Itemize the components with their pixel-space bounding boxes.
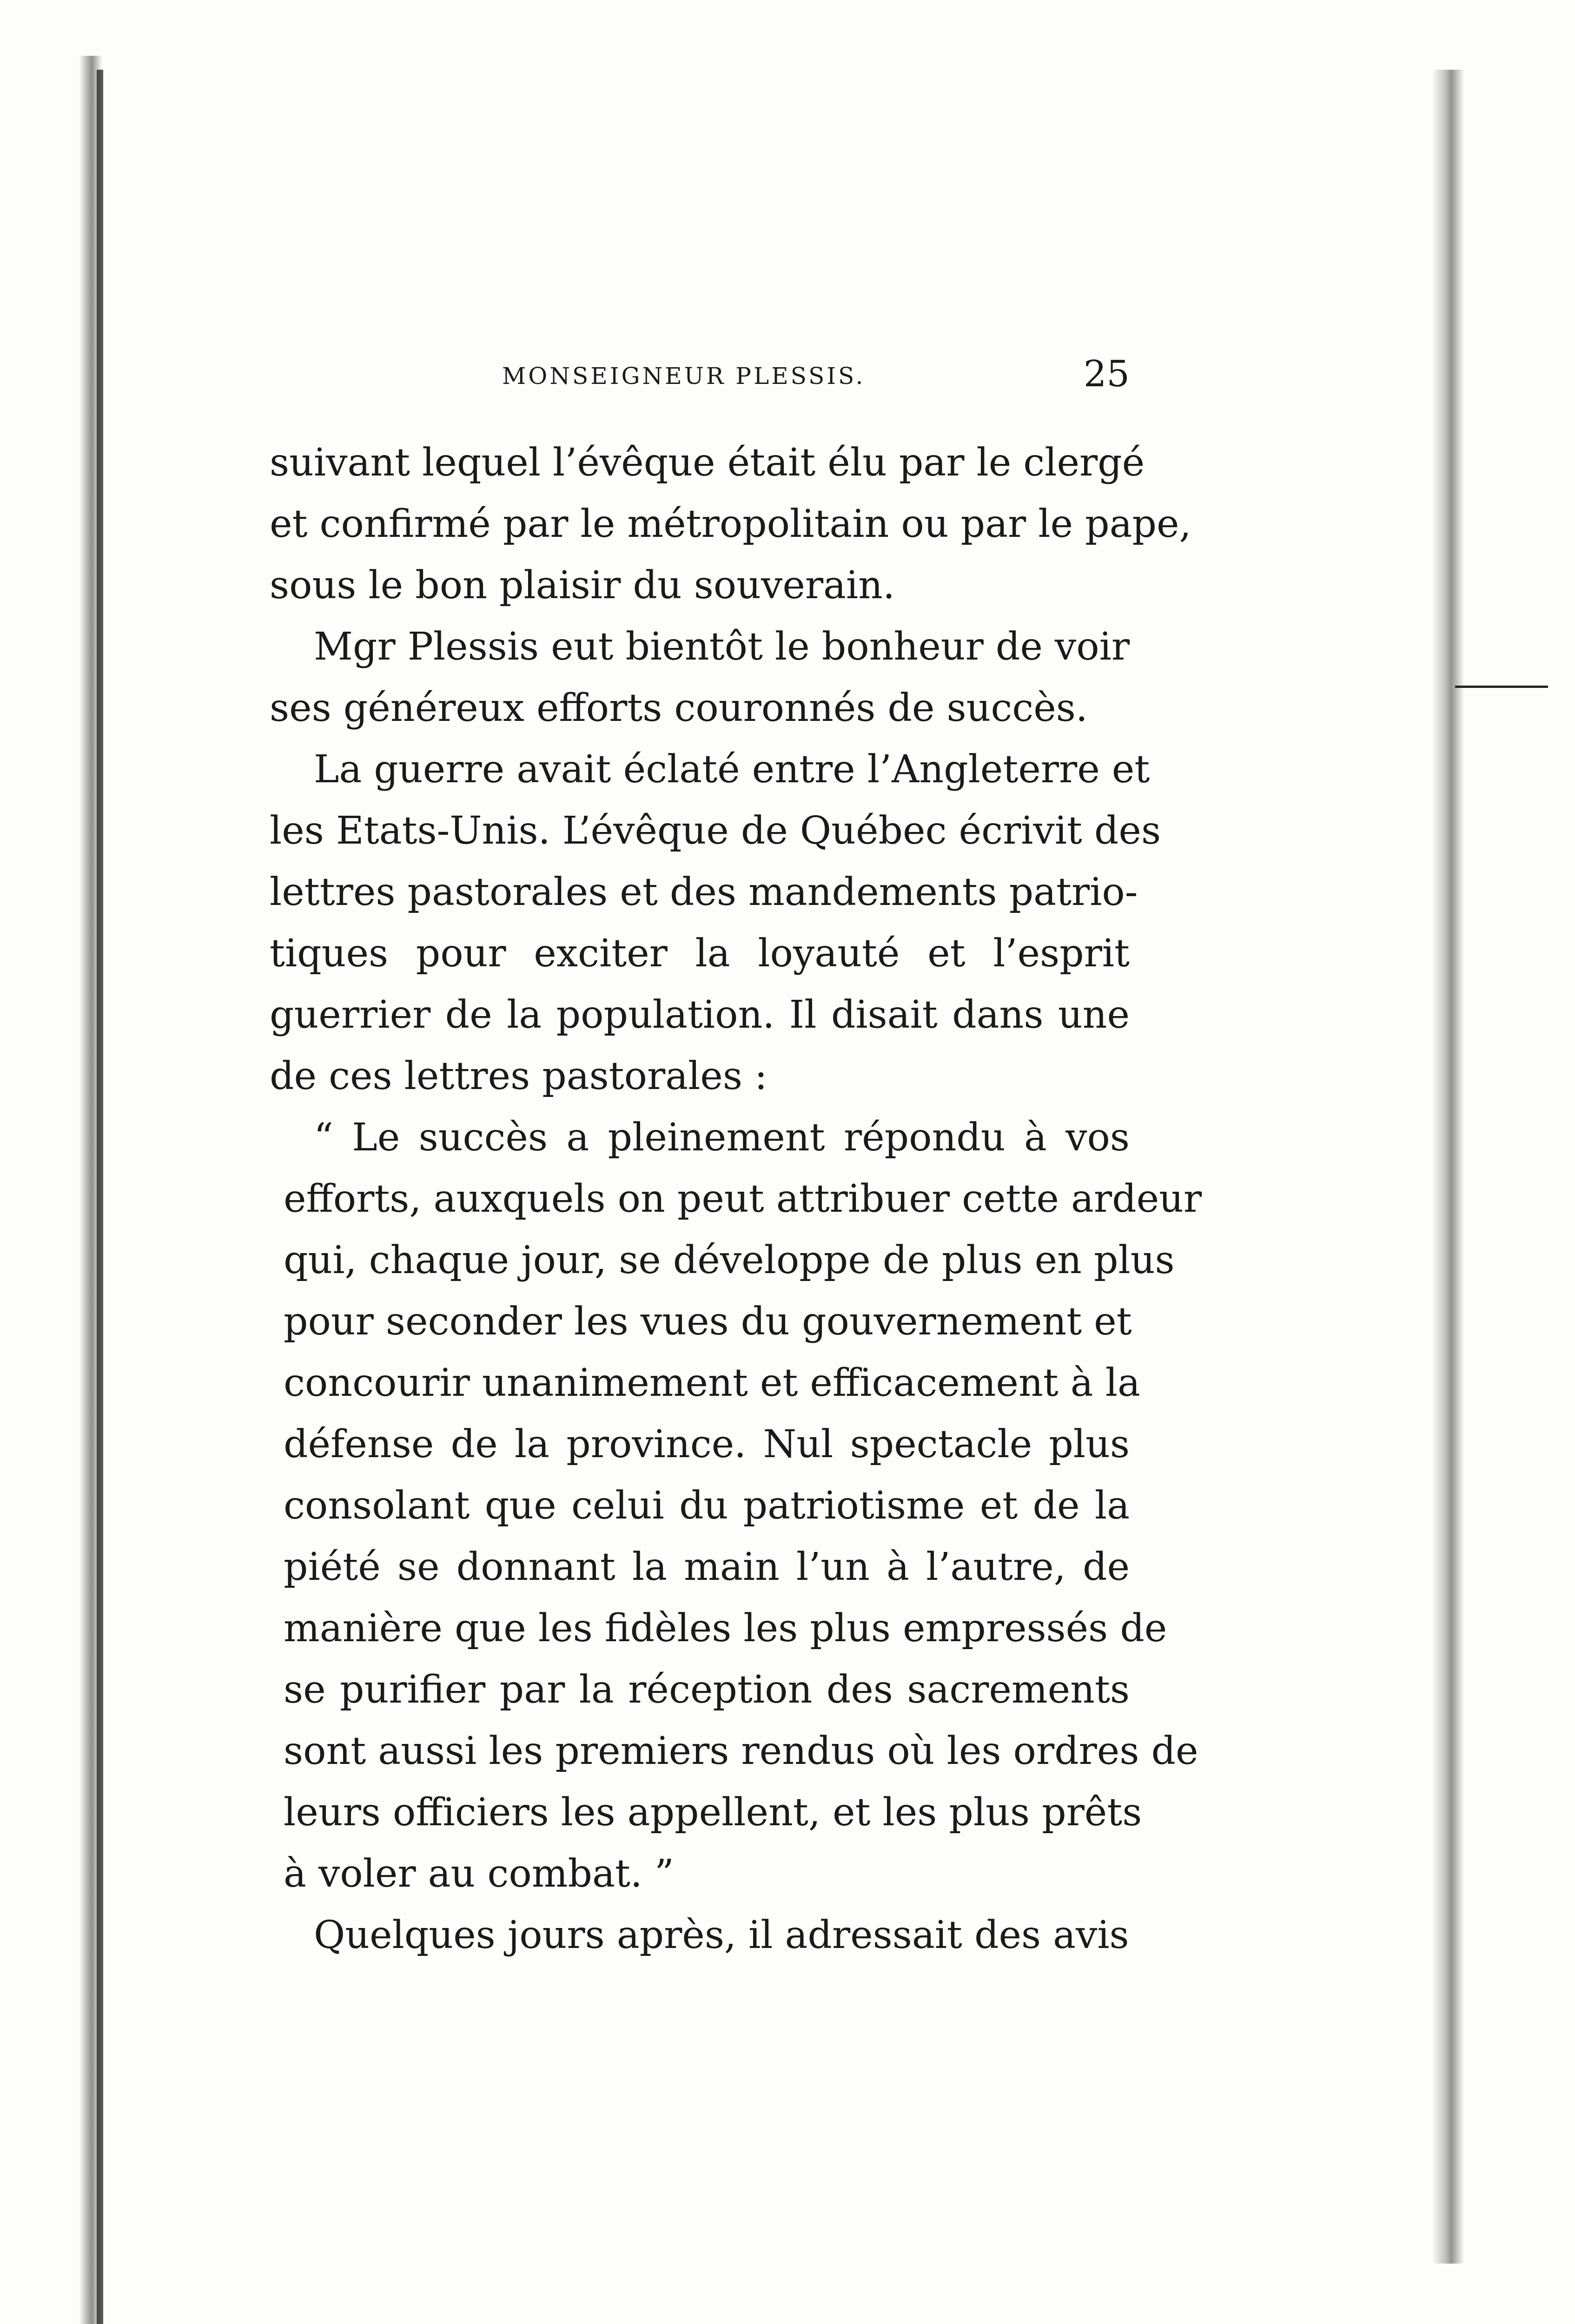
text-line: La guerre avait éclaté entre l’Angleterre et — [314, 747, 1150, 792]
text-line: sous le bon plaisir du souverain. — [270, 563, 895, 607]
scan-artifact-line — [1455, 686, 1548, 688]
binding-edge-left — [97, 70, 103, 2324]
text-line: Mgr Plessis eut bientôt le bonheur de voir — [314, 625, 1130, 669]
page-edge-shadow-right — [1432, 70, 1464, 2264]
page-header — [270, 353, 1130, 409]
text-line: ses généreux efforts couronnés de succès. — [270, 686, 1088, 730]
text-line: tiques pour exciter la loyauté et l’esprit — [270, 931, 1130, 976]
text-line: défense de la province. Nul spectacle plus — [284, 1422, 1130, 1466]
running-head: MONSEIGNEUR PLESSIS. — [502, 363, 866, 390]
text-line: concourir unanimement et efficacement à la — [284, 1361, 1140, 1405]
text-line: lettres pastorales et des mandements patrio- — [270, 870, 1138, 914]
text-line: de ces lettres pastorales : — [270, 1054, 768, 1098]
text-line: les Etats-Unis. L’évêque de Québec écrivit des — [270, 809, 1161, 853]
text-line: à voler au combat. ” — [284, 1852, 674, 1896]
paragraph — [270, 1905, 1130, 1966]
text-line: suivant lequel l’évêque était élu par le clergé — [270, 441, 1145, 485]
text-line: consolant que celui du patriotisme et de la — [284, 1484, 1130, 1528]
text-line: leurs officiers les appellent, et les plus prêts — [284, 1790, 1142, 1835]
text-line: pour seconder les vues du gouvernement et — [284, 1300, 1132, 1344]
text-line: manière que les fidèles les plus empressés de — [284, 1606, 1167, 1651]
paragraph — [270, 616, 1130, 739]
paragraph — [270, 739, 1161, 1107]
text-line: qui, chaque jour, se développe de plus en plus — [284, 1238, 1175, 1282]
body-text — [270, 432, 1202, 1966]
text-line: Quelques jours après, il adressait des avis — [314, 1913, 1129, 1957]
paragraph — [270, 432, 1191, 616]
text-line: piété se donnant la main l’un à l’autre, de — [284, 1545, 1130, 1589]
text-line: efforts, auxquels on peut attribuer cette ardeur — [284, 1177, 1202, 1221]
text-line: sont aussi les premiers rendus où les ordres de — [284, 1729, 1198, 1773]
text-line: se purifier par la réception des sacrements — [284, 1668, 1130, 1712]
page-number: 25 — [1083, 353, 1130, 395]
quoted-paragraph — [270, 1107, 1202, 1905]
text-line: et confirmé par le métropolitain ou par le pape, — [270, 502, 1191, 546]
text-line: “ Le succès a pleinement répondu à vos — [314, 1116, 1130, 1160]
text-line: guerrier de la population. Il disait dans une — [270, 993, 1130, 1037]
